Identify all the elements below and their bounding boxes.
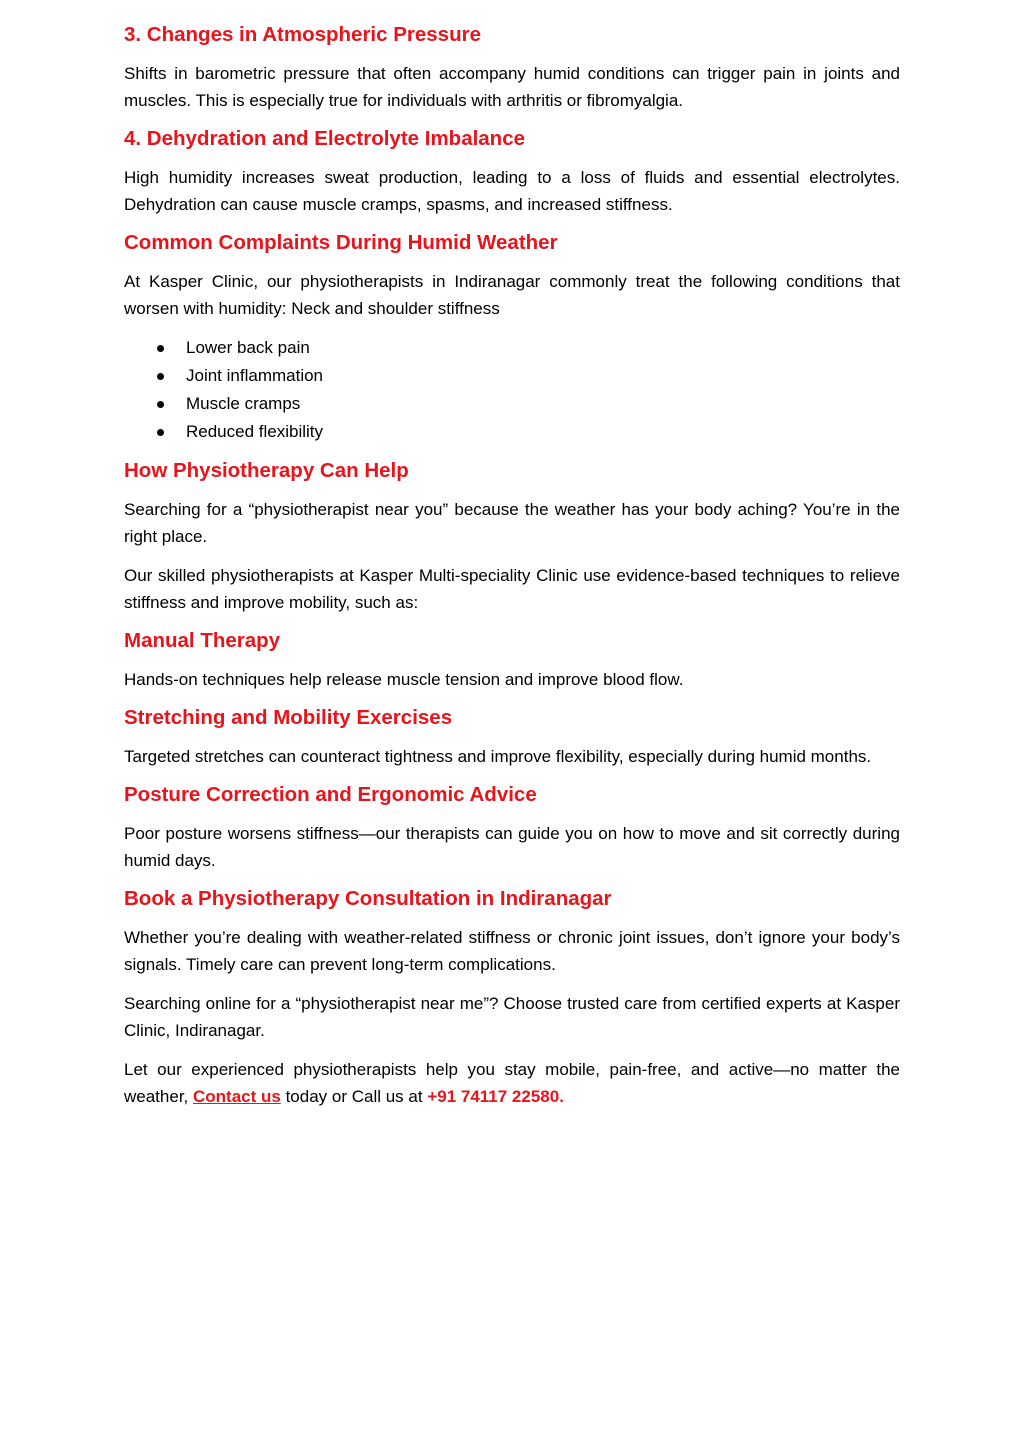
paragraph-closing bbox=[124, 1056, 900, 1110]
closing-text-middle: today or Call us at bbox=[280, 1087, 428, 1106]
list-item: Joint inflammation bbox=[124, 362, 900, 390]
heading-posture-correction: Posture Correction and Ergonomic Advice bbox=[124, 783, 537, 806]
paragraph-common-complaints: At Kasper Clinic, our physiotherapists in Indiranagar commonly treat the following conditions that worsen with humidity: Neck and shoulder stiffness bbox=[124, 272, 900, 318]
paragraph-posture-correction: Poor posture worsens stiffness—our therapists can guide you on how to move and sit correctly during humid days. bbox=[124, 824, 900, 870]
paragraph-skilled-physiotherapists: Our skilled physiotherapists at Kasper Multi-speciality Clinic use evidence-based techniques to relieve stiffness and improve mobility, such as: bbox=[124, 566, 900, 612]
heading-atmospheric-pressure: 3. Changes in Atmospheric Pressure bbox=[124, 23, 481, 46]
closing-text-start: Let our experienced physiotherapists help you stay mobile, pain-free, and active—no matter the weather, bbox=[124, 1060, 900, 1106]
paragraph-weather-related: Whether you’re dealing with weather-related stiffness or chronic joint issues, don’t ignore your body’s signals. Timely care can prevent long-term complications. bbox=[124, 928, 900, 974]
list-item: Muscle cramps bbox=[124, 390, 900, 418]
heading-how-physiotherapy-helps: How Physiotherapy Can Help bbox=[124, 459, 409, 482]
heading-book-consultation: Book a Physiotherapy Consultation in Indiranagar bbox=[124, 887, 612, 910]
paragraph-manual-therapy: Hands-on techniques help release muscle tension and improve blood flow. bbox=[124, 670, 684, 689]
heading-stretching: Stretching and Mobility Exercises bbox=[124, 706, 453, 729]
heading-common-complaints: Common Complaints During Humid Weather bbox=[124, 231, 558, 254]
document-page bbox=[124, 18, 900, 1110]
heading-dehydration: 4. Dehydration and Electrolyte Imbalance bbox=[124, 127, 526, 150]
paragraph-atmospheric-pressure: Shifts in barometric pressure that often accompany humid conditions can trigger pain in joints and muscles. This is especially true for individuals with arthritis or fibromyalgia. bbox=[124, 64, 900, 110]
list-item: Reduced flexibility bbox=[124, 418, 900, 446]
list-item: Lower back pain bbox=[124, 334, 900, 362]
contact-us-link[interactable]: Contact us bbox=[193, 1087, 281, 1106]
paragraph-dehydration: High humidity increases sweat production, leading to a loss of fluids and essential electrolytes. Dehydration can cause muscle cramps, spasms, and increased stiffness. bbox=[124, 168, 900, 214]
paragraph-stretching: Targeted stretches can counteract tightness and improve flexibility, especially during humid months. bbox=[124, 747, 872, 766]
paragraph-searching-near-you: Searching for a “physiotherapist near you” because the weather has your body aching? You’re in the right place. bbox=[124, 500, 900, 546]
paragraph-searching-online: Searching online for a “physiotherapist near me”? Choose trusted care from certified experts at Kasper Clinic, Indiranagar. bbox=[124, 994, 900, 1040]
heading-manual-therapy: Manual Therapy bbox=[124, 629, 281, 652]
phone-number[interactable]: +91 74117 22580. bbox=[427, 1087, 564, 1106]
complaints-list bbox=[124, 334, 900, 446]
